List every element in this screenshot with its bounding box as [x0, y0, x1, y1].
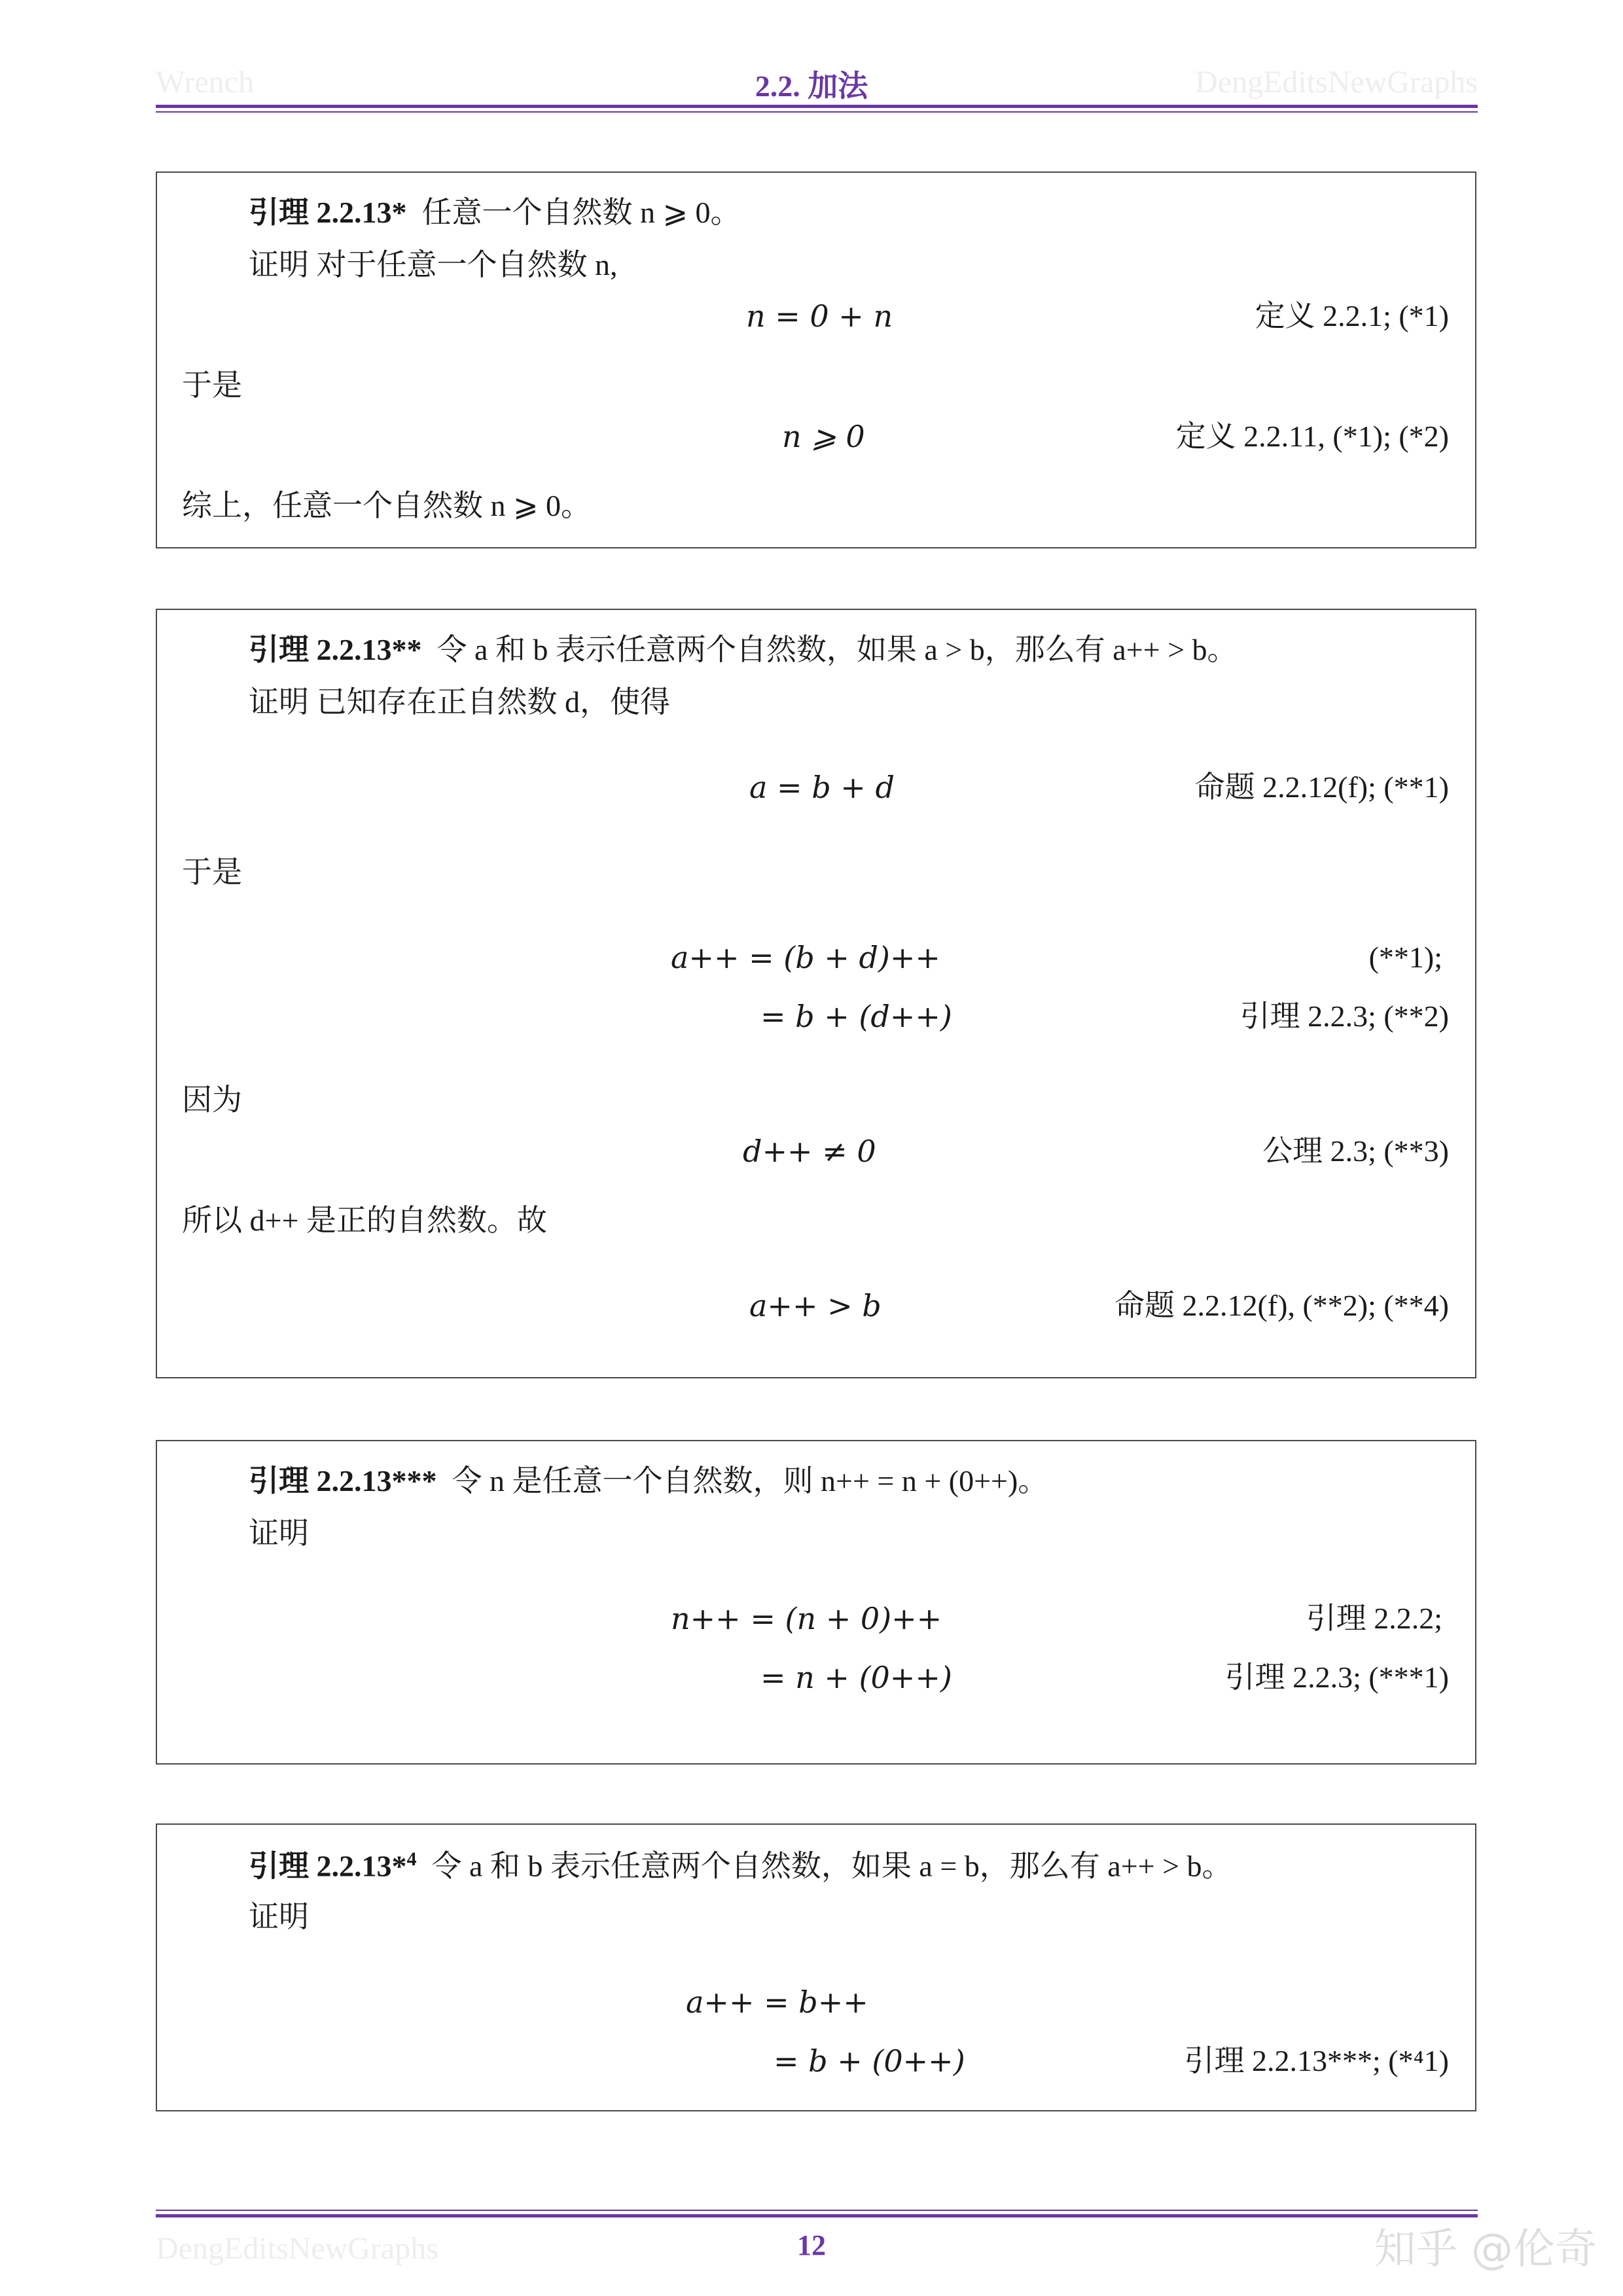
header-rule-bottom — [156, 111, 1478, 113]
lemma-box-2 — [156, 609, 1476, 1378]
lemma-3-proof: 证明 — [249, 1516, 309, 1550]
lemma-2-proof-intro: 证明 已知存在正自然数 d，使得 — [249, 685, 670, 719]
page-number: 12 — [797, 2229, 826, 2261]
lemma-1-heading — [249, 198, 741, 228]
lemma-2-because: 因为 — [182, 1083, 242, 1117]
lemma-3-heading — [249, 1466, 1048, 1496]
lemma-2-equation-3: = b + (d++) — [760, 999, 952, 1034]
lemma-2-tag-3: 引理 2.2.3; (**2) — [1240, 999, 1449, 1033]
footer-rule-bottom — [156, 2214, 1478, 2217]
lemma-1-then: 于是 — [182, 368, 242, 402]
lemma-2-statement: 令 a 和 b 表示任意两个自然数，如果 a > b，那么有 a++ > b。 — [437, 633, 1238, 666]
lemma-2-label: 引理 2.2.13** — [249, 633, 422, 666]
header-left-watermark: Wrench — [156, 65, 254, 99]
lemma-3-statement: 令 n 是任意一个自然数，则 n++ = n + (0++)。 — [452, 1464, 1048, 1498]
lemma-2-equation-4: d++ ≠ 0 — [743, 1134, 876, 1169]
lemma-box-4 — [156, 1823, 1476, 2111]
lemma-2-tag-4: 公理 2.3; (**3) — [1262, 1134, 1449, 1168]
lemma-4-proof: 证明 — [249, 1900, 309, 1933]
lemma-1-equation-2: n ⩾ 0 — [782, 419, 865, 454]
lemma-2-equation-1: a = b + d — [749, 770, 895, 805]
lemma-3-equation-1: n++ = (n + 0)++ — [671, 1601, 942, 1636]
lemma-4-equation-1: a++ = b++ — [686, 1984, 868, 2020]
lemma-2-tag-5: 命题 2.2.12(f), (**2); (**4) — [1114, 1289, 1449, 1322]
lemma-1-equation-1: n = 0 + n — [746, 298, 893, 334]
lemma-3-label: 引理 2.2.13*** — [249, 1464, 437, 1498]
lemma-3-tag-1: 引理 2.2.2; — [1306, 1602, 1442, 1635]
lemma-2-then: 于是 — [182, 855, 242, 889]
lemma-1-statement: 任意一个自然数 n ⩾ 0。 — [421, 196, 741, 229]
lemma-1-conclusion: 综上，任意一个自然数 n ⩾ 0。 — [182, 489, 592, 522]
lemma-2-tag-2: (**1); — [1368, 941, 1442, 974]
header-right-watermark: DengEditsNewGraphs — [1195, 65, 1478, 99]
footer-rule-top — [156, 2210, 1478, 2211]
lemma-4-statement: 令 a 和 b 表示任意两个自然数，如果 a = b，那么有 a++ > b。 — [431, 1849, 1232, 1883]
lemma-1-label: 引理 2.2.13* — [249, 196, 407, 229]
section-title: 2.2. 加法 — [755, 69, 868, 103]
lemma-4-heading — [249, 1850, 1232, 1881]
footer-left-watermark: DengEditsNewGraphs — [156, 2231, 438, 2266]
lemma-4-label-superscript: 4 — [406, 1848, 417, 1870]
lemma-2-equation-2: a++ = (b + d)++ — [671, 940, 940, 975]
lemma-4-equation-2: = b + (0++) — [774, 2043, 965, 2079]
lemma-1-tag-2: 定义 2.2.11, (*1); (*2) — [1175, 420, 1449, 453]
lemma-2-tag-1: 命题 2.2.12(f); (**1) — [1194, 770, 1449, 804]
zhihu-watermark: 知乎 @伦奇 — [1374, 2225, 1597, 2274]
lemma-3-equation-2: = n + (0++) — [760, 1660, 952, 1695]
lemma-2-therefore: 所以 d++ 是正的自然数。故 — [182, 1204, 547, 1237]
lemma-2-equation-5: a++ > b — [749, 1288, 882, 1323]
lemma-box-1 — [156, 171, 1476, 548]
lemma-4-label: 引理 2.2.13* — [249, 1849, 407, 1883]
lemma-1-tag-1: 定义 2.2.1; (*1) — [1255, 299, 1449, 332]
lemma-1-proof-intro: 证明 对于任意一个自然数 n, — [249, 248, 618, 281]
lemma-box-3 — [156, 1440, 1476, 1765]
lemma-2-heading — [249, 635, 1238, 665]
lemma-4-tag-2: 引理 2.2.13***; (*⁴1) — [1184, 2044, 1449, 2077]
header-rule-top — [156, 105, 1478, 108]
lemma-3-tag-2: 引理 2.2.3; (***1) — [1224, 1660, 1449, 1694]
